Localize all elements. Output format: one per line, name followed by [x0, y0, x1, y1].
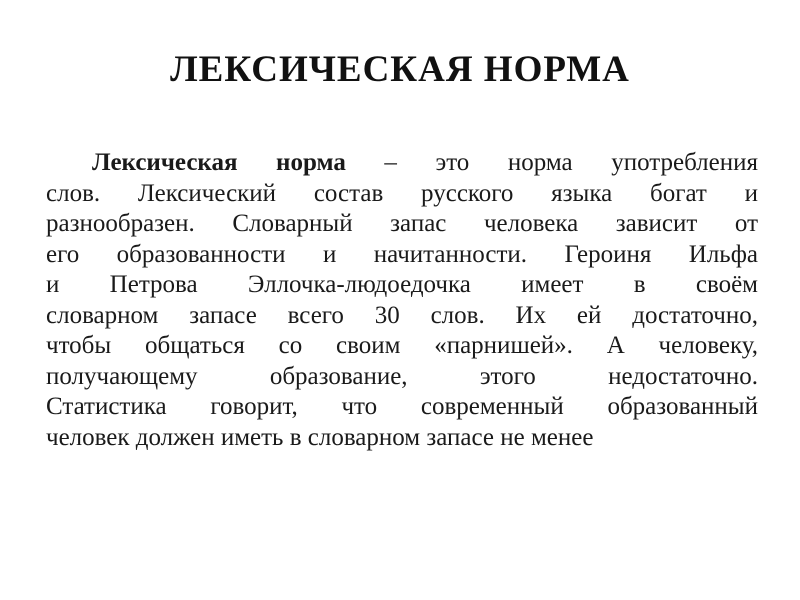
- paragraph-line: его образованности и начитанности. Героиня Ильфа: [46, 240, 758, 268]
- paragraph-line: слов. Лексический состав русского языка богат и: [46, 179, 758, 207]
- paragraph-line: [46, 148, 758, 179]
- paragraph-line: чтобы общаться со своим «парнишей». А человеку,: [46, 332, 758, 359]
- paragraph-line: получающему образование, этого недостаточно.: [46, 362, 758, 390]
- defined-term: Лексическая норма: [92, 149, 346, 176]
- paragraph-line: и Петрова Эллочка-людоедочка имеет в своём: [46, 271, 758, 298]
- paragraph-line-text: – это норма употребления: [345, 149, 758, 176]
- paragraph-line: человек должен иметь в словарном запасе не менее: [46, 423, 594, 451]
- paragraph-line: Статистика говорит, что современный образованный: [46, 393, 758, 420]
- slide-title: ЛЕКСИЧЕСКАЯ НОРМА: [170, 49, 630, 90]
- paragraph-line: словарном запасе всего 30 слов. Их ей достаточно,: [46, 301, 758, 329]
- body-paragraph: [46, 148, 758, 453]
- paragraph-line: разнообразен. Словарный запас человека зависит от: [46, 210, 758, 237]
